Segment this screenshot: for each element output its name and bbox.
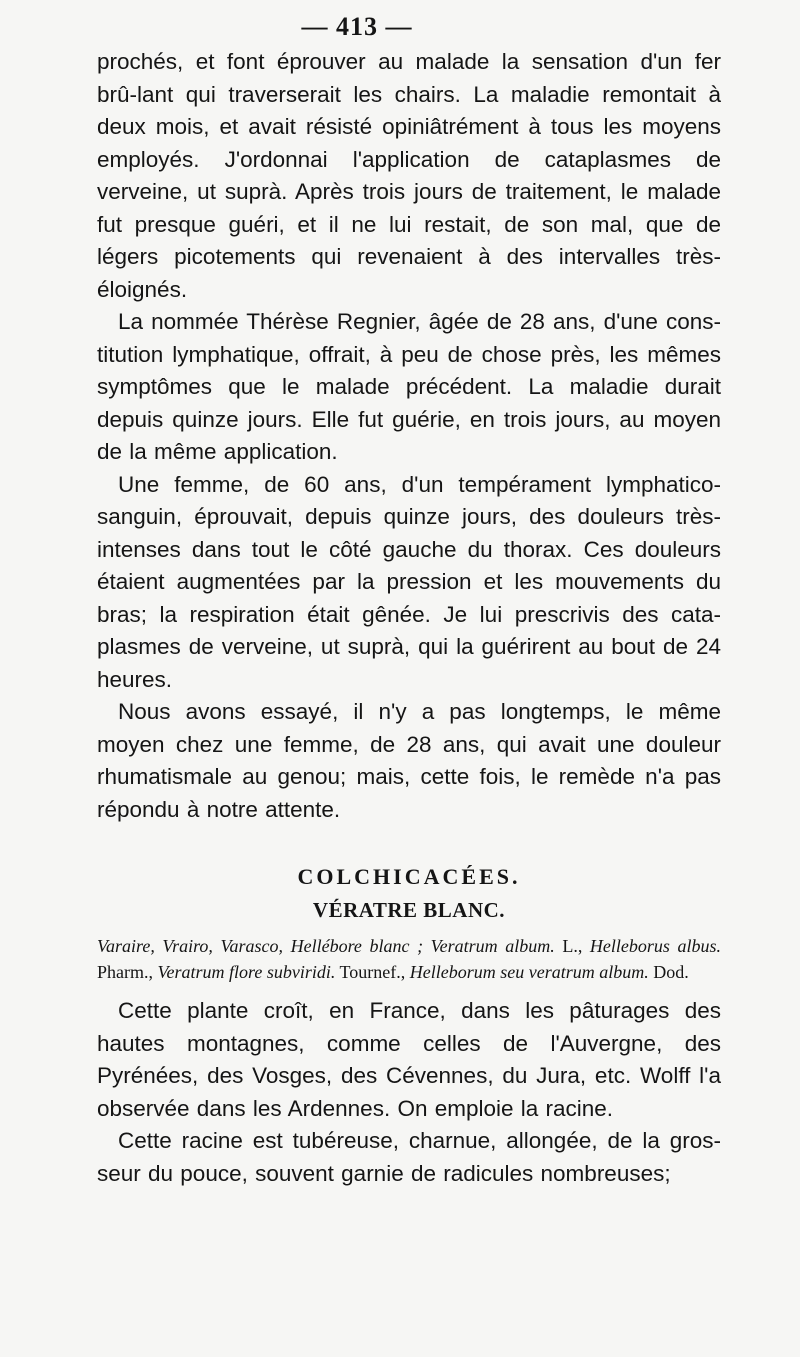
synonym-text: Tournef.,: [335, 962, 410, 982]
paragraph: Nous avons essayé, il n'y a pas longtemps, le même moyen chez une femme, de 28 ans, qui avait une douleur rhumatismale au genou; mais, cette fois, le remède n'a pas répondu à notre attente.: [97, 699, 721, 822]
synonym-text: Veratrum flore subviridi.: [157, 962, 336, 982]
paragraph: Cette plante croît, en France, dans les pâturages des hautes montagnes, comme celles de l'Auvergne, des Pyrénées, des Vosges, des Cévennes, du Jura, etc. Wolff l'a observée dans les Ardennes. On emploie la racine.: [97, 998, 721, 1121]
body-text-bottom: [97, 995, 721, 1190]
paragraph: Une femme, de 60 ans, d'un tempérament lymphatico-sanguin, éprouvait, depuis quinze jours, des douleurs très-intenses dans tout le côté gauche du thorax. Ces douleurs étaient augmentées par la pression et les mouvements du bras; la respiration était gênée. Je lui prescrivis des cata-plasmes de verveine, ut suprà, qui la guérirent au bout de 24 heures.: [97, 471, 721, 692]
book-page: [97, 12, 721, 1190]
synonym-text: Pharm.,: [97, 962, 158, 982]
subsection-title: VÉRATRE BLANC.: [312, 898, 506, 922]
paragraph: prochés, et font éprouver au malade la sensation d'un fer brû-lant qui traverserait les chairs. La maladie remontait à deux mois, et avait résisté opiniâtrément à tous les moyens employés. J'ordonnai l'application de cataplasmes de verveine, ut suprà. Après trois jours de traitement, le malade fut presque guéri, et il ne lui restait, de son mal, que de légers picotements qui revenaient à des intervalles très-éloignés.: [97, 49, 721, 302]
synonym-text: L.,: [554, 936, 590, 956]
synonym-text: Helleborus albus.: [589, 936, 722, 956]
synonym-text: Helleborum seu veratrum album.: [409, 962, 649, 982]
synonyms-block: [97, 933, 721, 985]
paragraph: La nommée Thérèse Regnier, âgée de 28 ans, d'une cons-titution lymphatique, offrait, à peu de chose près, les mêmes symptômes que le malade précédent. La maladie durait depuis quinze jours. Elle fut guérie, en trois jours, au moyen de la même application.: [97, 309, 721, 464]
body-text-top: [97, 46, 721, 826]
paragraph: Cette racine est tubéreuse, charnue, allongée, de la gros-seur du pouce, souvent garnie de radicules nombreuses;: [97, 1128, 721, 1186]
page-number: — 413 —: [301, 12, 413, 41]
synonym-text: Dod.: [648, 962, 689, 982]
section-title: COLCHICACÉES.: [297, 864, 521, 889]
synonym-text: Varaire, Vrairo, Varasco, Hellébore blanc ; Veratrum album.: [97, 936, 555, 956]
